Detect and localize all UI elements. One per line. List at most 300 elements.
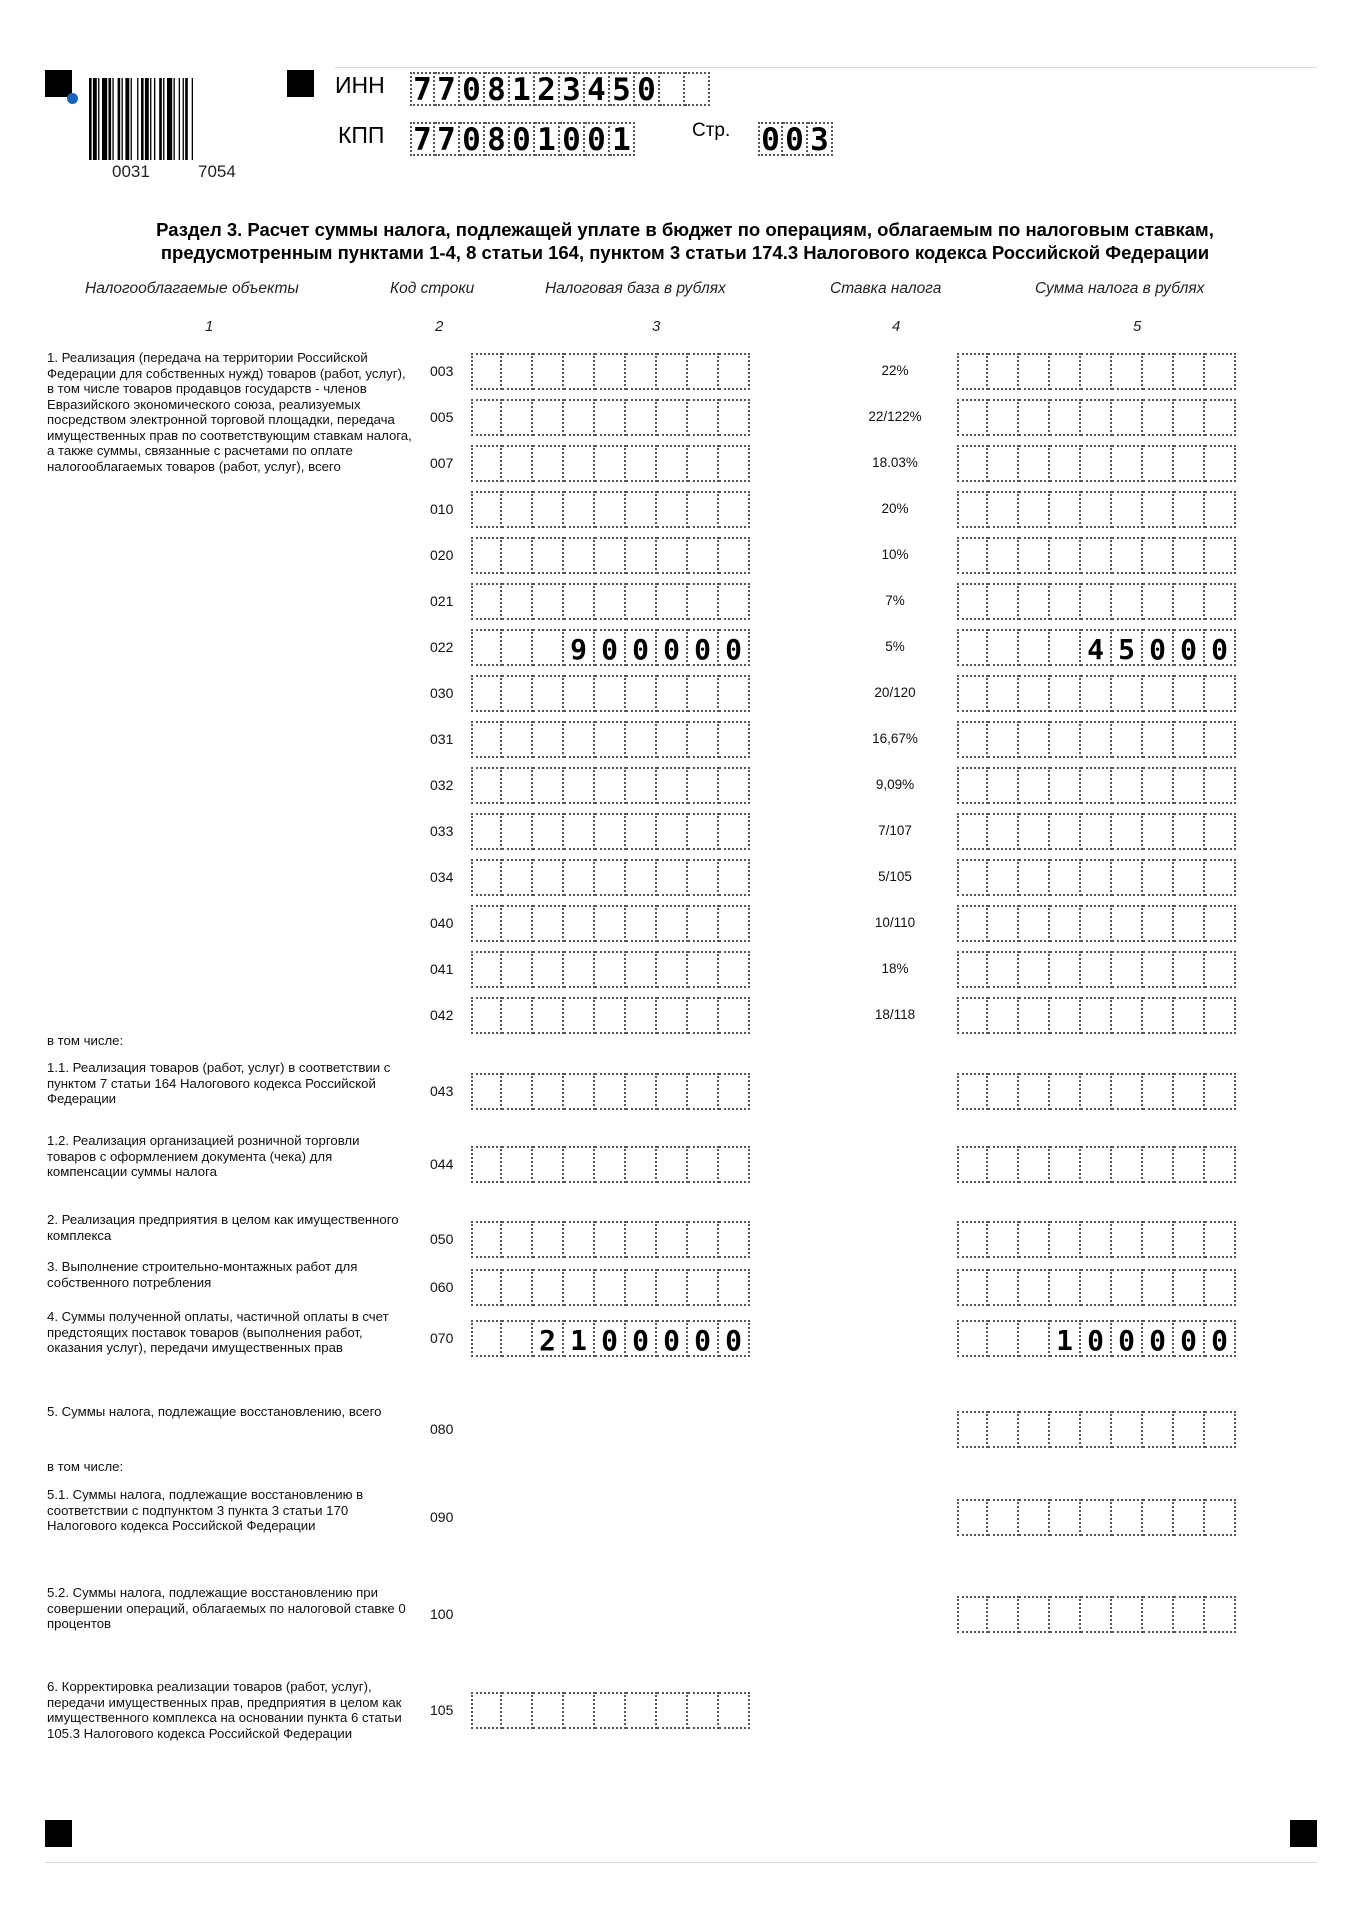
tax-base-field-033-cell[interactable] [502,813,533,850]
tax-amount-field-030-cell[interactable] [957,675,988,712]
tax-base-field-022-cell[interactable]: 9 [564,629,595,666]
tax-base-field-060-cell[interactable] [502,1269,533,1306]
tax-base-field-070-cell[interactable]: 1 [564,1320,595,1357]
tax-amount-field-030-cell[interactable] [1112,675,1143,712]
tax-base-field-033-cell[interactable] [595,813,626,850]
tax-base-field-021-cell[interactable] [595,583,626,620]
tax-base-field-032-cell[interactable] [719,767,750,804]
tax-base-field-033-cell[interactable] [657,813,688,850]
tax-base-field-041-cell[interactable] [719,951,750,988]
tax-base-field-044-cell[interactable] [688,1146,719,1183]
tax-base-field-040[interactable] [471,905,750,942]
tax-amount-field-022-cell[interactable]: 0 [1205,629,1236,666]
tax-amount-field-031-cell[interactable] [1050,721,1081,758]
tax-amount-field-090-cell[interactable] [1019,1499,1050,1536]
tax-amount-field-010[interactable] [957,491,1236,528]
tax-base-field-003-cell[interactable] [626,353,657,390]
tax-amount-field-060-cell[interactable] [1174,1269,1205,1306]
tax-base-field-044-cell[interactable] [719,1146,750,1183]
tax-amount-field-033-cell[interactable] [1081,813,1112,850]
tax-amount-field-060-cell[interactable] [1112,1269,1143,1306]
kpp-cell[interactable]: 0 [585,122,610,156]
tax-base-field-040-cell[interactable] [533,905,564,942]
tax-base-field-003-cell[interactable] [471,353,502,390]
tax-base-field-070-cell[interactable]: 0 [719,1320,750,1357]
inn-cell[interactable]: 1 [510,72,535,106]
tax-amount-field-007-cell[interactable] [1050,445,1081,482]
tax-amount-field-005-cell[interactable] [1019,399,1050,436]
tax-amount-field-090-cell[interactable] [1081,1499,1112,1536]
inn-cell[interactable]: 3 [560,72,585,106]
tax-base-field-060-cell[interactable] [626,1269,657,1306]
tax-base-field-043-cell[interactable] [626,1073,657,1110]
tax-amount-field-090-cell[interactable] [957,1499,988,1536]
tax-amount-field-044-cell[interactable] [1143,1146,1174,1183]
tax-amount-field-041-cell[interactable] [957,951,988,988]
tax-amount-field-032-cell[interactable] [1112,767,1143,804]
tax-amount-field-032-cell[interactable] [1205,767,1236,804]
tax-amount-field-022-cell[interactable] [1050,629,1081,666]
tax-amount-field-005-cell[interactable] [1112,399,1143,436]
tax-amount-field-040-cell[interactable] [1143,905,1174,942]
tax-base-field-105-cell[interactable] [626,1692,657,1729]
tax-amount-field-050-cell[interactable] [1081,1221,1112,1258]
tax-amount-field-040[interactable] [957,905,1236,942]
tax-amount-field-070[interactable] [957,1320,1236,1357]
tax-base-field-060-cell[interactable] [595,1269,626,1306]
tax-amount-field-042-cell[interactable] [1050,997,1081,1034]
tax-amount-field-030-cell[interactable] [1019,675,1050,712]
tax-amount-field-100-cell[interactable] [988,1596,1019,1633]
tax-amount-field-060-cell[interactable] [988,1269,1019,1306]
tax-amount-field-050-cell[interactable] [957,1221,988,1258]
tax-amount-field-033-cell[interactable] [957,813,988,850]
tax-base-field-030[interactable] [471,675,750,712]
tax-amount-field-022[interactable] [957,629,1236,666]
tax-amount-field-033-cell[interactable] [988,813,1019,850]
tax-amount-field-003-cell[interactable] [957,353,988,390]
tax-amount-field-003-cell[interactable] [1112,353,1143,390]
tax-base-field-022-cell[interactable]: 0 [595,629,626,666]
tax-base-field-020-cell[interactable] [688,537,719,574]
tax-amount-field-080-cell[interactable] [1081,1411,1112,1448]
tax-amount-field-042-cell[interactable] [1112,997,1143,1034]
page-number-cell[interactable]: 0 [758,122,783,156]
tax-amount-field-050-cell[interactable] [1050,1221,1081,1258]
tax-base-field-007-cell[interactable] [719,445,750,482]
tax-amount-field-010-cell[interactable] [957,491,988,528]
tax-amount-field-003[interactable] [957,353,1236,390]
tax-amount-field-040-cell[interactable] [1019,905,1050,942]
tax-amount-field-060-cell[interactable] [1205,1269,1236,1306]
tax-base-field-070[interactable] [471,1320,750,1357]
tax-base-field-043-cell[interactable] [471,1073,502,1110]
tax-base-field-041[interactable] [471,951,750,988]
tax-base-field-034-cell[interactable] [719,859,750,896]
tax-base-field-030-cell[interactable] [626,675,657,712]
tax-amount-field-031-cell[interactable] [1081,721,1112,758]
tax-amount-field-020-cell[interactable] [957,537,988,574]
tax-amount-field-050-cell[interactable] [1205,1221,1236,1258]
tax-base-field-041-cell[interactable] [471,951,502,988]
tax-base-field-034-cell[interactable] [533,859,564,896]
tax-amount-field-034-cell[interactable] [1143,859,1174,896]
tax-base-field-005[interactable] [471,399,750,436]
tax-base-field-060-cell[interactable] [657,1269,688,1306]
tax-base-field-021-cell[interactable] [719,583,750,620]
kpp-cell[interactable]: 0 [510,122,535,156]
tax-base-field-022-cell[interactable] [502,629,533,666]
kpp-cell[interactable]: 1 [535,122,560,156]
tax-base-field-034-cell[interactable] [626,859,657,896]
tax-amount-field-010-cell[interactable] [988,491,1019,528]
tax-base-field-005-cell[interactable] [626,399,657,436]
tax-amount-field-040-cell[interactable] [1205,905,1236,942]
tax-amount-field-034-cell[interactable] [988,859,1019,896]
tax-base-field-041-cell[interactable] [502,951,533,988]
page-number-field[interactable] [758,122,833,156]
tax-amount-field-021[interactable] [957,583,1236,620]
tax-amount-field-034-cell[interactable] [1112,859,1143,896]
tax-base-field-044-cell[interactable] [657,1146,688,1183]
kpp-cell[interactable]: 1 [610,122,635,156]
tax-base-field-105-cell[interactable] [533,1692,564,1729]
tax-amount-field-021-cell[interactable] [988,583,1019,620]
tax-amount-field-007-cell[interactable] [957,445,988,482]
tax-base-field-070-cell[interactable] [471,1320,502,1357]
tax-amount-field-010-cell[interactable] [1081,491,1112,528]
tax-amount-field-043-cell[interactable] [1050,1073,1081,1110]
tax-amount-field-032-cell[interactable] [1174,767,1205,804]
tax-base-field-043-cell[interactable] [502,1073,533,1110]
tax-amount-field-021-cell[interactable] [1019,583,1050,620]
tax-base-field-060[interactable] [471,1269,750,1306]
tax-base-field-070-cell[interactable]: 0 [657,1320,688,1357]
tax-base-field-041-cell[interactable] [533,951,564,988]
tax-amount-field-032-cell[interactable] [1019,767,1050,804]
tax-base-field-010-cell[interactable] [564,491,595,528]
tax-base-field-105-cell[interactable] [502,1692,533,1729]
tax-amount-field-033[interactable] [957,813,1236,850]
tax-base-field-031-cell[interactable] [657,721,688,758]
tax-amount-field-070-cell[interactable] [988,1320,1019,1357]
tax-base-field-030-cell[interactable] [595,675,626,712]
tax-base-field-003-cell[interactable] [657,353,688,390]
inn-cell[interactable] [685,72,710,106]
tax-amount-field-080[interactable] [957,1411,1236,1448]
kpp-cell[interactable]: 0 [460,122,485,156]
tax-amount-field-010-cell[interactable] [1019,491,1050,528]
tax-base-field-105-cell[interactable] [688,1692,719,1729]
tax-base-field-030-cell[interactable] [719,675,750,712]
tax-amount-field-100-cell[interactable] [957,1596,988,1633]
tax-base-field-033-cell[interactable] [719,813,750,850]
tax-base-field-010-cell[interactable] [719,491,750,528]
tax-base-field-060-cell[interactable] [471,1269,502,1306]
tax-base-field-005-cell[interactable] [688,399,719,436]
tax-base-field-007-cell[interactable] [595,445,626,482]
tax-base-field-010-cell[interactable] [657,491,688,528]
tax-amount-field-007-cell[interactable] [1019,445,1050,482]
tax-base-field-007-cell[interactable] [626,445,657,482]
tax-amount-field-021-cell[interactable] [1112,583,1143,620]
tax-base-field-105-cell[interactable] [471,1692,502,1729]
tax-base-field-070-cell[interactable]: 0 [595,1320,626,1357]
tax-base-field-043[interactable] [471,1073,750,1110]
inn-cell[interactable]: 4 [585,72,610,106]
tax-base-field-050-cell[interactable] [533,1221,564,1258]
tax-base-field-044-cell[interactable] [471,1146,502,1183]
tax-amount-field-100-cell[interactable] [1205,1596,1236,1633]
tax-base-field-042-cell[interactable] [688,997,719,1034]
tax-base-field-043-cell[interactable] [564,1073,595,1110]
tax-base-field-041-cell[interactable] [688,951,719,988]
tax-amount-field-080-cell[interactable] [1112,1411,1143,1448]
tax-base-field-033[interactable] [471,813,750,850]
tax-base-field-032-cell[interactable] [564,767,595,804]
tax-base-field-021-cell[interactable] [626,583,657,620]
tax-base-field-043-cell[interactable] [595,1073,626,1110]
tax-base-field-050-cell[interactable] [657,1221,688,1258]
tax-amount-field-020-cell[interactable] [1081,537,1112,574]
tax-base-field-033-cell[interactable] [626,813,657,850]
tax-base-field-050-cell[interactable] [626,1221,657,1258]
tax-amount-field-005-cell[interactable] [1081,399,1112,436]
tax-amount-field-100-cell[interactable] [1050,1596,1081,1633]
tax-amount-field-060-cell[interactable] [1050,1269,1081,1306]
tax-amount-field-040-cell[interactable] [1112,905,1143,942]
tax-base-field-010-cell[interactable] [595,491,626,528]
tax-amount-field-021-cell[interactable] [1050,583,1081,620]
tax-amount-field-003-cell[interactable] [1019,353,1050,390]
tax-amount-field-021-cell[interactable] [1143,583,1174,620]
tax-amount-field-070-cell[interactable]: 0 [1205,1320,1236,1357]
tax-amount-field-041-cell[interactable] [1050,951,1081,988]
tax-amount-field-005-cell[interactable] [1143,399,1174,436]
tax-base-field-032-cell[interactable] [657,767,688,804]
tax-base-field-042-cell[interactable] [595,997,626,1034]
tax-base-field-034-cell[interactable] [688,859,719,896]
tax-base-field-105-cell[interactable] [719,1692,750,1729]
tax-amount-field-080-cell[interactable] [1143,1411,1174,1448]
tax-base-field-031-cell[interactable] [533,721,564,758]
tax-base-field-043-cell[interactable] [533,1073,564,1110]
tax-amount-field-042[interactable] [957,997,1236,1034]
tax-base-field-007-cell[interactable] [471,445,502,482]
tax-base-field-020-cell[interactable] [626,537,657,574]
tax-amount-field-007-cell[interactable] [1081,445,1112,482]
tax-amount-field-041[interactable] [957,951,1236,988]
tax-amount-field-031-cell[interactable] [1174,721,1205,758]
tax-base-field-040-cell[interactable] [564,905,595,942]
tax-amount-field-005[interactable] [957,399,1236,436]
tax-amount-field-080-cell[interactable] [957,1411,988,1448]
tax-amount-field-003-cell[interactable] [988,353,1019,390]
tax-amount-field-031-cell[interactable] [988,721,1019,758]
tax-base-field-032-cell[interactable] [533,767,564,804]
tax-base-field-021-cell[interactable] [564,583,595,620]
tax-amount-field-041-cell[interactable] [1143,951,1174,988]
tax-base-field-003-cell[interactable] [564,353,595,390]
tax-amount-field-010-cell[interactable] [1174,491,1205,528]
tax-amount-field-050-cell[interactable] [1112,1221,1143,1258]
tax-amount-field-060-cell[interactable] [957,1269,988,1306]
tax-amount-field-044-cell[interactable] [1050,1146,1081,1183]
tax-amount-field-031-cell[interactable] [957,721,988,758]
tax-base-field-105[interactable] [471,1692,750,1729]
tax-base-field-042[interactable] [471,997,750,1034]
tax-base-field-010-cell[interactable] [471,491,502,528]
tax-amount-field-003-cell[interactable] [1081,353,1112,390]
tax-base-field-043-cell[interactable] [688,1073,719,1110]
tax-base-field-044-cell[interactable] [502,1146,533,1183]
tax-base-field-020-cell[interactable] [595,537,626,574]
tax-amount-field-030[interactable] [957,675,1236,712]
tax-base-field-032-cell[interactable] [626,767,657,804]
tax-base-field-040-cell[interactable] [688,905,719,942]
tax-amount-field-043-cell[interactable] [957,1073,988,1110]
tax-amount-field-021-cell[interactable] [1205,583,1236,620]
tax-base-field-040-cell[interactable] [657,905,688,942]
tax-amount-field-043-cell[interactable] [1019,1073,1050,1110]
tax-amount-field-100-cell[interactable] [1112,1596,1143,1633]
tax-base-field-020-cell[interactable] [502,537,533,574]
tax-base-field-005-cell[interactable] [502,399,533,436]
tax-base-field-060-cell[interactable] [719,1269,750,1306]
inn-cell[interactable]: 0 [460,72,485,106]
tax-amount-field-042-cell[interactable] [988,997,1019,1034]
tax-base-field-033-cell[interactable] [688,813,719,850]
tax-amount-field-040-cell[interactable] [1050,905,1081,942]
tax-base-field-044-cell[interactable] [595,1146,626,1183]
tax-base-field-022[interactable] [471,629,750,666]
tax-base-field-003-cell[interactable] [533,353,564,390]
inn-cell[interactable]: 8 [485,72,510,106]
tax-base-field-044[interactable] [471,1146,750,1183]
kpp-cell[interactable]: 8 [485,122,510,156]
tax-base-field-041-cell[interactable] [657,951,688,988]
tax-amount-field-007-cell[interactable] [1143,445,1174,482]
tax-amount-field-043-cell[interactable] [1205,1073,1236,1110]
tax-base-field-022-cell[interactable]: 0 [657,629,688,666]
tax-amount-field-020-cell[interactable] [1143,537,1174,574]
tax-amount-field-033-cell[interactable] [1019,813,1050,850]
page-number-cell[interactable]: 0 [783,122,808,156]
inn-cell[interactable]: 7 [410,72,435,106]
tax-amount-field-032[interactable] [957,767,1236,804]
tax-amount-field-043-cell[interactable] [1081,1073,1112,1110]
tax-amount-field-020[interactable] [957,537,1236,574]
tax-amount-field-041-cell[interactable] [1081,951,1112,988]
tax-amount-field-007-cell[interactable] [1174,445,1205,482]
tax-base-field-034-cell[interactable] [657,859,688,896]
tax-amount-field-042-cell[interactable] [1205,997,1236,1034]
tax-amount-field-043-cell[interactable] [1143,1073,1174,1110]
tax-base-field-060-cell[interactable] [533,1269,564,1306]
tax-amount-field-030-cell[interactable] [988,675,1019,712]
kpp-cell[interactable]: 7 [435,122,460,156]
tax-amount-field-033-cell[interactable] [1174,813,1205,850]
tax-base-field-043-cell[interactable] [719,1073,750,1110]
tax-amount-field-033-cell[interactable] [1050,813,1081,850]
tax-base-field-003-cell[interactable] [688,353,719,390]
tax-base-field-031[interactable] [471,721,750,758]
tax-amount-field-005-cell[interactable] [988,399,1019,436]
tax-base-field-070-cell[interactable] [502,1320,533,1357]
tax-base-field-042-cell[interactable] [626,997,657,1034]
tax-base-field-042-cell[interactable] [564,997,595,1034]
tax-base-field-005-cell[interactable] [719,399,750,436]
tax-amount-field-022-cell[interactable]: 0 [1143,629,1174,666]
tax-base-field-020[interactable] [471,537,750,574]
tax-amount-field-022-cell[interactable]: 0 [1174,629,1205,666]
tax-amount-field-044-cell[interactable] [957,1146,988,1183]
tax-base-field-031-cell[interactable] [719,721,750,758]
tax-amount-field-042-cell[interactable] [1143,997,1174,1034]
tax-base-field-034-cell[interactable] [564,859,595,896]
tax-base-field-044-cell[interactable] [533,1146,564,1183]
tax-amount-field-040-cell[interactable] [1081,905,1112,942]
tax-amount-field-044-cell[interactable] [988,1146,1019,1183]
tax-amount-field-044-cell[interactable] [1205,1146,1236,1183]
tax-base-field-005-cell[interactable] [657,399,688,436]
tax-amount-field-010-cell[interactable] [1205,491,1236,528]
tax-base-field-020-cell[interactable] [564,537,595,574]
tax-amount-field-090[interactable] [957,1499,1236,1536]
tax-amount-field-041-cell[interactable] [988,951,1019,988]
tax-amount-field-044-cell[interactable] [1019,1146,1050,1183]
tax-amount-field-021-cell[interactable] [1081,583,1112,620]
tax-amount-field-034-cell[interactable] [1081,859,1112,896]
tax-base-field-042-cell[interactable] [502,997,533,1034]
tax-amount-field-032-cell[interactable] [957,767,988,804]
tax-amount-field-030-cell[interactable] [1143,675,1174,712]
kpp-field[interactable] [410,122,635,156]
inn-cell[interactable]: 7 [435,72,460,106]
tax-amount-field-005-cell[interactable] [1205,399,1236,436]
tax-amount-field-030-cell[interactable] [1081,675,1112,712]
tax-base-field-021-cell[interactable] [533,583,564,620]
tax-base-field-050-cell[interactable] [688,1221,719,1258]
tax-base-field-003-cell[interactable] [719,353,750,390]
tax-amount-field-043-cell[interactable] [1174,1073,1205,1110]
tax-base-field-050-cell[interactable] [471,1221,502,1258]
tax-amount-field-032-cell[interactable] [1143,767,1174,804]
tax-amount-field-044-cell[interactable] [1081,1146,1112,1183]
tax-base-field-021-cell[interactable] [688,583,719,620]
tax-amount-field-050[interactable] [957,1221,1236,1258]
tax-amount-field-080-cell[interactable] [1174,1411,1205,1448]
tax-amount-field-090-cell[interactable] [988,1499,1019,1536]
tax-amount-field-031-cell[interactable] [1019,721,1050,758]
tax-base-field-034-cell[interactable] [471,859,502,896]
tax-base-field-005-cell[interactable] [533,399,564,436]
tax-amount-field-022-cell[interactable] [988,629,1019,666]
tax-base-field-030-cell[interactable] [688,675,719,712]
tax-amount-field-090-cell[interactable] [1205,1499,1236,1536]
tax-amount-field-022-cell[interactable] [1019,629,1050,666]
tax-amount-field-034-cell[interactable] [1019,859,1050,896]
tax-amount-field-041-cell[interactable] [1112,951,1143,988]
tax-amount-field-070-cell[interactable]: 0 [1112,1320,1143,1357]
tax-base-field-007-cell[interactable] [502,445,533,482]
tax-amount-field-020-cell[interactable] [1205,537,1236,574]
tax-amount-field-020-cell[interactable] [1174,537,1205,574]
tax-amount-field-080-cell[interactable] [1050,1411,1081,1448]
tax-base-field-041-cell[interactable] [564,951,595,988]
tax-base-field-005-cell[interactable] [595,399,626,436]
tax-base-field-031-cell[interactable] [595,721,626,758]
